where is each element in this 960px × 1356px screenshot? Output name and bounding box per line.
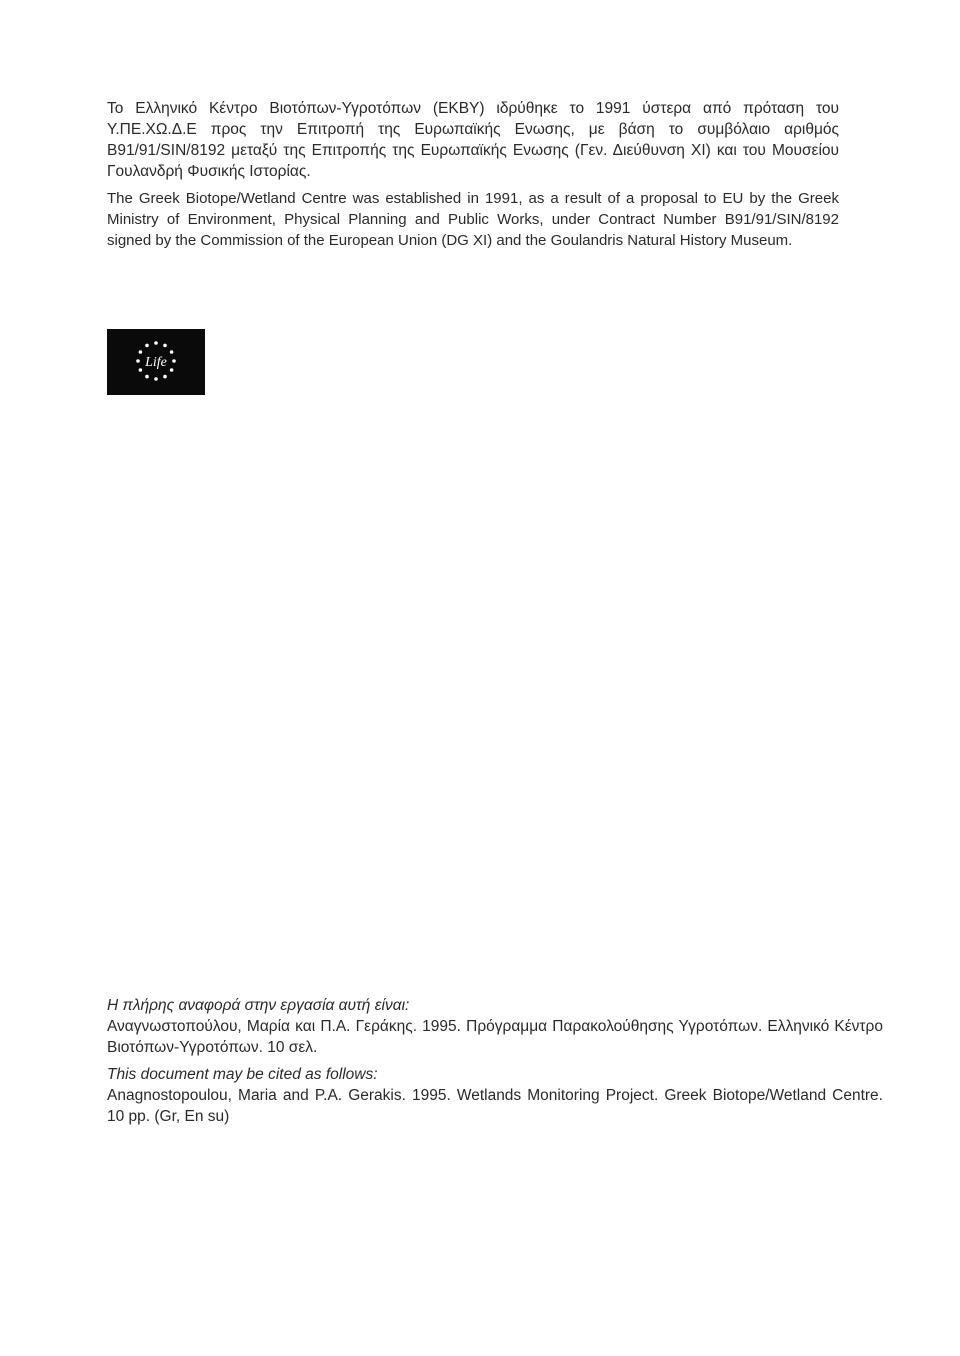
citation-greek-text: Αναγνωστοπούλου, Μαρία και Π.Α. Γεράκης. 1995. Πρόγραμμα Παρακολούθησης Υγροτόπων. Ελληνικό Κέντρο Βιοτόπων-Υγροτόπων. 10 σελ. <box>107 1018 883 1056</box>
citation-english-heading: This document may be cited as follows: <box>107 1066 378 1083</box>
logo-life-text: Life <box>145 355 167 370</box>
intro-paragraph-english: The Greek Biotope/Wetland Centre was established in 1991, as a result of a proposal to EU by the Greek Ministry of Environment, Physical Planning and Public Works, under Contract Number B91/91/SIN/8192 signed by the Commission of the European Union (DG XI) and the Goulandris Natural History Museum. <box>107 190 839 249</box>
citation-english-text: Anagnostopoulou, Maria and P.A. Gerakis. 1995. Wetlands Monitoring Project. Greek Biotope/Wetland Centre. 10 pp. (Gr, En su) <box>107 1087 883 1125</box>
eu-life-logo-graphic <box>107 329 205 395</box>
intro-paragraph-greek: Το Ελληνικό Κέντρο Βιοτόπων-Υγροτόπων (ΕΚΒΥ) ιδρύθηκε το 1991 ύστερα από πρόταση του Υ.ΠΕ.ΧΩ.Δ.Ε προς την Επιτροπή της Ευρωπαϊκής Ενωσης, με βάση το συμβόλαιο αριθμός B91/91/SIN/8192 μεταξύ της Επιτροπής της Ευρωπαϊκής Ενωσης (Γεν. Διεύθυνση XI) και του Μουσείου Γουλανδρή Φυσικής Ιστορίας. <box>107 100 839 180</box>
citation-english-block <box>107 1064 883 1127</box>
citation-greek-block <box>107 995 883 1058</box>
eu-life-logo <box>107 329 205 395</box>
citation-greek-heading: Η πλήρης αναφορά στην εργασία αυτή είναι: <box>107 997 410 1014</box>
